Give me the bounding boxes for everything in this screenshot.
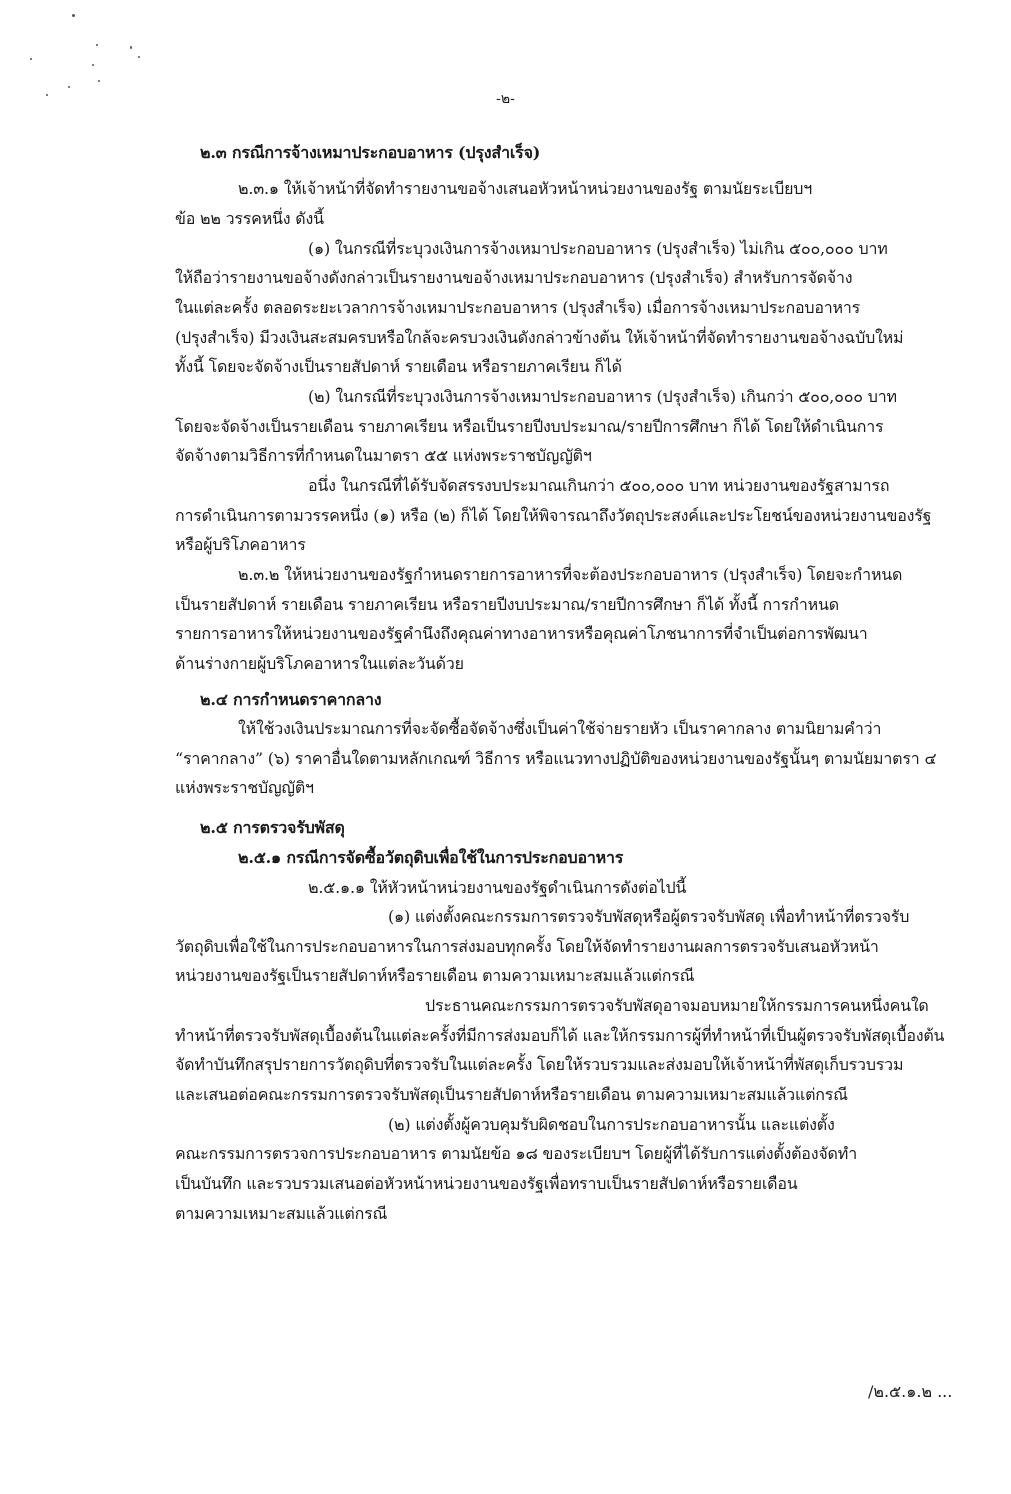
paragraph-line: โดยจะจัดจ้างเป็นรายเดือน รายภาคเรียน หรือเป็นรายปีงบประมาณ/รายปีการศึกษา ก็ได้ โดยให้ดำเนินการ [175,417,884,436]
paragraph-line: (๑) ในกรณีที่ระบุวงเงินการจ้างเหมาประกอบอาหาร (ปรุงสำเร็จ) ไม่เกิน ๕๐๐,๐๐๐ บาท [308,239,888,258]
paragraph-line: ตามความเหมาะสมแล้วแต่กรณี [175,1204,388,1223]
paragraph-line: อนึ่ง ในกรณีที่ได้รับจัดสรรงบประมาณเกินกว่า ๕๐๐,๐๐๐ บาท หน่วยงานของรัฐสามารถ [308,476,890,495]
paragraph-line: หน่วยงานของรัฐเป็นรายสัปดาห์หรือรายเดือน ตามความเหมาะสมแล้วแต่กรณี [175,966,695,985]
paragraph-line: เป็นบันทึก และรวบรวมเสนอต่อหัวหน้าหน่วยงานของรัฐเพื่อทราบเป็นรายสัปดาห์หรือรายเดือน [175,1174,798,1193]
paragraph-line: ทำหน้าที่ตรวจรับพัสดุเบื้องต้นในแต่ละครั้งที่มีการส่งมอบก็ได้ และให้กรรมการผู้ที่ทำหน้าที่เป็นผู้ตรวจรับพัสดุเบื้องต้น [175,1026,945,1045]
paragraph-line: (๒) ในกรณีที่ระบุวงเงินการจ้างเหมาประกอบอาหาร (ปรุงสำเร็จ) เกินกว่า ๕๐๐,๐๐๐ บาท [308,387,897,406]
paragraph-line: ๒.๓.๒ ให้หน่วยงานของรัฐกำหนดรายการอาหารที่จะต้องประกอบอาหาร (ปรุงสำเร็จ) โดยจะกำหนด [238,565,903,584]
heading-2-4: ๒.๔ การกำหนดราคากลาง [200,690,382,709]
scan-speck [138,56,140,58]
paragraph-line: รายการอาหารให้หน่วยงานของรัฐคำนึงถึงคุณค่าทางอาหารหรือคุณค่าโภชนาการที่จำเป็นต่อการพัฒนา [175,624,868,643]
paragraph-line: ๒.๕.๑.๑ ให้หัวหน้าหน่วยงานของรัฐดำเนินการดังต่อไปนี้ [308,878,687,897]
paragraph-line: ทั้งนี้ โดยจะจัดจ้างเป็นรายสัปดาห์ รายเดือน หรือรายภาคเรียน ก็ได้ [175,357,622,376]
paragraph-line: การดำเนินการตามวรรคหนึ่ง (๑) หรือ (๒) ก็ได้ โดยให้พิจารณาถึงวัตถุประสงค์และประโยชน์ของหน่วยงานของรัฐ [175,506,932,525]
heading-2-5: ๒.๕ การตรวจรับพัสดุ [200,818,345,837]
scan-speck [130,46,132,49]
paragraph-line: แห่งพระราชบัญญัติฯ [175,778,314,797]
paragraph-line: “ราคากลาง” (๖) ราคาอื่นใดตามหลักเกณฑ์ วิธีการ หรือแนวทางปฏิบัติของหน่วยงานของรัฐนั้นๆ ตามนัยมาตรา ๔ [175,749,937,768]
continuation-marker: /๒.๕.๑.๒ ... [868,1382,953,1401]
paragraph-line: จัดทำบันทึกสรุปรายการวัตถุดิบที่ตรวจรับในแต่ละครั้ง โดยให้รวบรวมและส่งมอบให้เจ้าหน้าที่พัสดุเก็บรวบรวม [175,1055,904,1074]
paragraph-line: คณะกรรมการตรวจการประกอบอาหาร ตามนัยข้อ ๑๘ ของระเบียบฯ โดยผู้ที่ได้รับการแต่งตั้งต้องจัดทำ [175,1144,858,1163]
paragraph-line: และเสนอต่อคณะกรรมการตรวจรับพัสดุเป็นรายสัปดาห์หรือรายเดือน ตามความเหมาะสมแล้วแต่กรณี [175,1085,848,1104]
paragraph-line: จัดจ้างตามวิธีการที่กำหนดในมาตรา ๕๕ แห่งพระราชบัญญัติฯ [175,446,592,465]
paragraph-line: ข้อ ๒๒ วรรคหนึ่ง ดังนี้ [175,209,324,228]
scan-speck [72,14,75,17]
scan-speck [98,80,100,82]
scan-speck [92,64,94,66]
paragraph-line: เป็นรายสัปดาห์ รายเดือน รายภาคเรียน หรือรายปีงบประมาณ/รายปีการศึกษา ก็ได้ ทั้งนี้ การกำหนด [175,595,839,614]
paragraph-line: ด้านร่างกายผู้บริโภคอาหารในแต่ละวันด้วย [175,654,464,673]
paragraph-line: (ปรุงสำเร็จ) มีวงเงินสะสมครบหรือใกล้จะครบวงเงินดังกล่าวข้างต้น ให้เจ้าหน้าที่จัดทำรายงานขอจ้างฉบับใหม่ [175,328,904,347]
page-number: -๒- [496,91,515,107]
paragraph-line: ให้ถือว่ารายงานขอจ้างดังกล่าวเป็นรายงานขอจ้างเหมาประกอบอาหาร (ปรุงสำเร็จ) สำหรับการจัดจ้าง [175,268,853,287]
heading-2-3: ๒.๓ กรณีการจ้างเหมาประกอบอาหาร (ปรุงสำเร็จ) [200,143,541,162]
paragraph-line: ๒.๓.๑ ให้เจ้าหน้าที่จัดทำรายงานขอจ้างเสนอหัวหน้าหน่วยงานของรัฐ ตามนัยระเบียบฯ [238,179,812,198]
paragraph-line: หรือผู้บริโภคอาหาร [175,535,306,554]
paragraph-line: ประธานคณะกรรมการตรวจรับพัสดุอาจมอบหมายให้กรรมการคนหนึ่งคนใด [425,996,929,1015]
paragraph-line: ในแต่ละครั้ง ตลอดระยะเวลาการจ้างเหมาประกอบอาหาร (ปรุงสำเร็จ) เมื่อการจ้างเหมาประกอบอาหาร [175,298,861,317]
paragraph-line: ให้ใช้วงเงินประมาณการที่จะจัดซื้อจัดจ้างซึ่งเป็นค่าใช้จ่ายรายหัว เป็นราคากลาง ตามนิยามคำว่า [238,719,882,738]
scan-speck [96,44,98,46]
heading-2-5-1: ๒.๕.๑ กรณีการจัดซื้อวัตถุดิบเพื่อใช้ในการประกอบอาหาร [238,848,624,867]
scan-speck [30,58,32,60]
paragraph-line: วัตถุดิบเพื่อใช้ในการประกอบอาหารในการส่งมอบทุกครั้ง โดยให้จัดทำรายงานผลการตรวจรับเสนอหัวหน้า [175,937,879,956]
paragraph-line: (๒) แต่งตั้งผู้ควบคุมรับผิดชอบในการประกอบอาหารนั้น และแต่งตั้ง [388,1115,835,1134]
paragraph-line: (๑) แต่งตั้งคณะกรรมการตรวจรับพัสดุหรือผู้ตรวจรับพัสดุ เพื่อทำหน้าที่ตรวจรับ [388,907,910,926]
